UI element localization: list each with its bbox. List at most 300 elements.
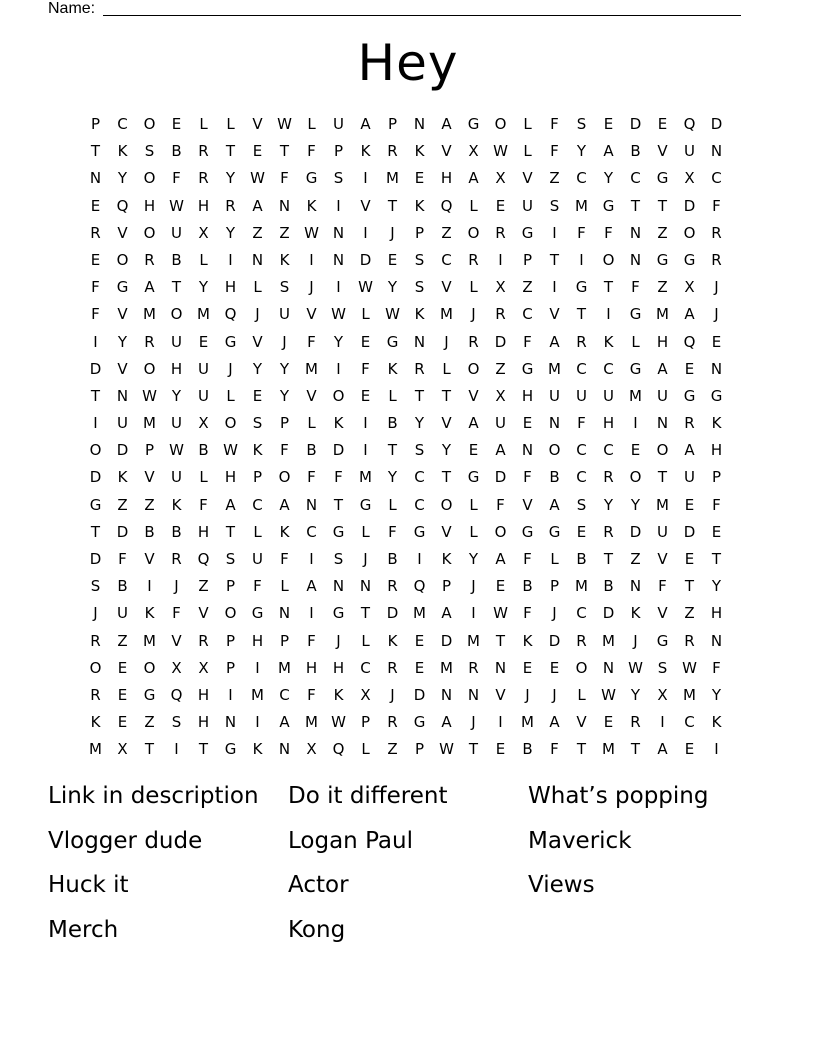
name-underline[interactable] (103, 15, 741, 16)
grid-letter: R (198, 142, 209, 161)
grid-letter: M (629, 386, 642, 405)
grid-letter: R (603, 522, 614, 541)
grid-letter: U (279, 305, 290, 324)
grid-letter: O (575, 658, 588, 677)
grid-letter: L (307, 414, 316, 433)
grid-letter: V (117, 359, 128, 378)
grid-letter: V (522, 495, 533, 514)
grid-letter: E (657, 115, 668, 133)
grid-letter: I (498, 250, 503, 269)
grid-letter: Z (441, 223, 452, 242)
grid-letter: E (360, 386, 371, 405)
grid-letter: J (336, 631, 341, 650)
grid-letter: G (521, 522, 534, 541)
grid-letter: Z (630, 550, 641, 568)
grid-letter: I (552, 278, 557, 297)
grid-letter: C (603, 441, 614, 460)
grid-letter: R (495, 305, 506, 324)
grid-letter: P (225, 631, 236, 650)
grid-letter: K (117, 468, 128, 487)
grid-letter: J (309, 278, 314, 297)
grid-letter: I (660, 713, 665, 732)
grid-letter: J (552, 685, 557, 704)
grid-letter: K (252, 441, 263, 460)
grid-letter: F (523, 604, 532, 623)
grid-letter: C (576, 169, 587, 188)
grid-letter: M (440, 305, 453, 324)
grid-letter: L (523, 142, 532, 161)
grid-letter: A (279, 713, 290, 732)
grid-letter: I (363, 441, 368, 460)
grid-letter: O (143, 223, 156, 242)
grid-letter: F (307, 685, 316, 704)
grid-letter: H (602, 414, 615, 433)
grid-letter: Z (144, 713, 155, 732)
grid-letter: L (523, 115, 532, 133)
grid-letter: A (252, 196, 263, 215)
grid-letter: A (306, 577, 317, 596)
grid-letter: F (307, 468, 316, 487)
grid-letter: Y (387, 468, 398, 487)
grid-letter: T (657, 468, 668, 487)
word-list-item: Maverick (528, 827, 632, 854)
grid-letter: P (225, 658, 236, 677)
grid-letter: W (601, 685, 616, 704)
grid-letter: Q (170, 685, 183, 704)
grid-letter: Y (252, 359, 263, 378)
grid-letter: E (603, 115, 614, 133)
name-label: Name: (48, 0, 96, 17)
grid-letter: F (118, 550, 127, 568)
grid-letter: J (363, 550, 368, 568)
word-list-item: Link in description (48, 783, 259, 809)
grid-letter: L (280, 577, 289, 596)
grid-letter: F (712, 495, 721, 514)
grid-letter: B (171, 250, 182, 269)
grid-letter: O (494, 115, 507, 133)
grid-letter: B (171, 142, 182, 161)
word-list-item: Logan Paul (288, 827, 413, 854)
grid-letter: U (522, 196, 533, 215)
grid-letter: X (468, 142, 479, 161)
grid-letter: F (712, 196, 721, 215)
word-list-item: Views (528, 872, 595, 898)
grid-letter: D (629, 522, 642, 541)
grid-letter: K (117, 142, 128, 161)
grid-letter: J (525, 685, 530, 704)
grid-letter: G (89, 495, 102, 514)
grid-letter: O (602, 250, 615, 269)
grid-letter: B (171, 522, 182, 541)
grid-letter: Z (117, 631, 128, 650)
grid-letter: H (710, 441, 723, 460)
grid-letter: J (390, 223, 395, 242)
grid-letter: B (306, 441, 317, 460)
grid-letter: Z (684, 604, 695, 623)
grid-letter: G (305, 169, 318, 188)
grid-letter: Y (333, 332, 344, 351)
grid-letter: W (385, 305, 400, 324)
grid-letter: U (684, 468, 695, 487)
grid-letter: S (144, 142, 155, 161)
grid-letter: R (90, 223, 101, 242)
grid-letter: E (711, 522, 722, 541)
grid-letter: V (306, 386, 317, 405)
grid-letter: T (387, 196, 398, 215)
grid-letter: K (360, 142, 371, 161)
grid-letter: J (174, 577, 179, 596)
grid-letter: G (224, 740, 237, 759)
grid-letter: K (441, 550, 452, 568)
grid-letter: H (521, 386, 534, 405)
grid-letter: G (143, 685, 156, 704)
grid-letter: V (441, 142, 452, 161)
grid-letter: Y (603, 169, 614, 188)
grid-letter: D (683, 522, 696, 541)
grid-letter: F (550, 115, 559, 133)
grid-letter: N (278, 196, 291, 215)
grid-letter: I (255, 713, 260, 732)
grid-letter: T (549, 250, 560, 269)
grid-letter: Z (549, 169, 560, 188)
grid-letter: G (413, 713, 426, 732)
grid-letter: H (251, 631, 264, 650)
grid-letter: M (656, 305, 669, 324)
grid-letter: E (495, 196, 506, 215)
grid-letter: G (683, 386, 696, 405)
grid-letter: L (442, 359, 451, 378)
grid-letter: T (414, 386, 425, 405)
grid-letter: F (280, 550, 289, 568)
grid-letter: N (359, 577, 372, 596)
grid-letter: H (197, 522, 210, 541)
grid-letter: J (471, 305, 476, 324)
grid-letter: K (144, 604, 155, 623)
grid-letter: W (331, 305, 346, 324)
grid-letter: M (602, 740, 615, 759)
grid-letter: E (684, 550, 695, 568)
grid-letter: R (576, 631, 587, 650)
grid-letter: G (332, 604, 345, 623)
grid-letter: K (387, 631, 398, 650)
grid-letter: R (711, 250, 722, 269)
grid-letter: O (224, 604, 237, 623)
grid-letter: W (628, 658, 643, 677)
grid-letter: L (361, 631, 370, 650)
grid-letter: Z (198, 577, 209, 596)
grid-letter: Y (711, 685, 722, 704)
grid-letter: K (711, 414, 722, 433)
grid-letter: E (684, 740, 695, 759)
grid-letter: L (226, 386, 235, 405)
grid-letter: J (633, 631, 638, 650)
grid-letter: U (657, 522, 668, 541)
grid-letter: L (469, 522, 478, 541)
grid-letter: A (495, 441, 506, 460)
grid-letter: F (307, 332, 316, 351)
grid-letter: H (143, 196, 156, 215)
grid-letter: V (468, 386, 479, 405)
grid-letter: J (471, 577, 476, 596)
grid-letter: V (198, 604, 209, 623)
grid-letter: C (576, 604, 587, 623)
grid-letter: H (656, 332, 669, 351)
grid-letter: Q (683, 332, 696, 351)
grid-letter: R (90, 631, 101, 650)
grid-letter: T (198, 740, 209, 759)
grid-letter: T (657, 196, 668, 215)
grid-letter: D (359, 250, 372, 269)
grid-letter: F (523, 550, 532, 568)
grid-letter: G (683, 250, 696, 269)
grid-letter: W (169, 196, 184, 215)
word-list-item: What’s popping (528, 783, 709, 809)
grid-letter: Y (414, 414, 425, 433)
grid-letter: F (172, 604, 181, 623)
grid-letter: E (603, 713, 614, 732)
grid-letter: O (143, 115, 156, 133)
grid-letter: F (712, 658, 721, 677)
grid-letter: R (495, 223, 506, 242)
grid-letter: O (143, 169, 156, 188)
grid-letter: C (414, 468, 425, 487)
grid-letter: F (523, 332, 532, 351)
grid-letter: T (441, 386, 452, 405)
grid-letter: F (496, 495, 505, 514)
grid-letter: O (440, 495, 453, 514)
grid-letter: E (171, 115, 182, 133)
grid-letter: L (577, 685, 586, 704)
grid-letter: T (279, 142, 290, 161)
grid-letter: R (90, 685, 101, 704)
grid-letter: V (657, 604, 668, 623)
grid-letter: E (711, 332, 722, 351)
grid-letter: D (332, 441, 345, 460)
grid-letter: B (522, 740, 533, 759)
grid-letter: U (171, 414, 182, 433)
word-list-item: Huck it (48, 872, 129, 898)
grid-letter: E (576, 522, 587, 541)
grid-letter: W (493, 604, 508, 623)
grid-letter: X (684, 278, 695, 297)
grid-letter: T (387, 441, 398, 460)
grid-letter: Y (171, 386, 182, 405)
grid-letter: P (144, 441, 155, 460)
grid-letter: Z (252, 223, 263, 242)
grid-letter: W (331, 713, 346, 732)
grid-letter: X (495, 278, 506, 297)
grid-letter: J (552, 604, 557, 623)
grid-letter: E (252, 142, 263, 161)
grid-letter: P (225, 577, 236, 596)
grid-letter: A (144, 278, 155, 297)
grid-letter: V (117, 305, 128, 324)
grid-letter: B (387, 414, 398, 433)
grid-letter: I (336, 359, 341, 378)
grid-letter: U (576, 386, 587, 405)
grid-letter: A (657, 359, 668, 378)
grid-letter: O (116, 250, 129, 269)
grid-letter: T (225, 522, 236, 541)
grid-letter: N (413, 115, 426, 133)
grid-letter: S (225, 550, 236, 568)
grid-letter: S (171, 713, 182, 732)
grid-letter: C (441, 250, 452, 269)
grid-letter: F (604, 223, 613, 242)
grid-letter: E (522, 414, 533, 433)
grid-letter: G (467, 468, 480, 487)
grid-letter: R (414, 359, 425, 378)
word-list-item: Merch (48, 916, 119, 943)
grid-letter: E (90, 196, 101, 215)
grid-letter: E (468, 441, 479, 460)
grid-letter: Q (116, 196, 129, 215)
grid-letter: T (711, 550, 722, 568)
grid-letter: S (252, 414, 263, 433)
grid-letter: O (143, 658, 156, 677)
grid-letter: Y (117, 332, 128, 351)
grid-letter: Q (224, 305, 237, 324)
grid-letter: W (277, 115, 292, 133)
grid-letter: Z (657, 278, 668, 297)
word-list-item: Do it different (288, 783, 448, 809)
grid-letter: O (683, 223, 696, 242)
grid-letter: W (682, 658, 697, 677)
grid-letter: C (630, 169, 641, 188)
grid-letter: U (549, 386, 560, 405)
grid-letter: N (656, 414, 669, 433)
grid-letter: A (441, 115, 452, 133)
grid-letter: U (117, 604, 128, 623)
grid-letter: K (603, 332, 614, 351)
grid-letter: I (633, 414, 638, 433)
grid-letter: K (333, 685, 344, 704)
grid-letter: G (521, 359, 534, 378)
grid-letter: M (683, 685, 696, 704)
grid-letter: D (89, 550, 102, 568)
grid-letter: R (711, 223, 722, 242)
grid-letter: F (361, 359, 370, 378)
grid-letter: F (91, 305, 100, 324)
grid-letter: T (225, 142, 236, 161)
grid-letter: P (279, 414, 290, 433)
grid-letter: N (224, 713, 237, 732)
grid-letter: B (549, 468, 560, 487)
grid-letter: C (414, 495, 425, 514)
grid-letter: G (602, 196, 615, 215)
word-list-item: Kong (288, 916, 346, 943)
grid-letter: R (198, 169, 209, 188)
grid-letter: I (363, 223, 368, 242)
grid-letter: M (602, 631, 615, 650)
grid-letter: G (332, 522, 345, 541)
grid-letter: N (332, 250, 345, 269)
grid-letter: O (143, 359, 156, 378)
grid-letter: E (252, 386, 263, 405)
grid-letter: F (253, 577, 262, 596)
grid-letter: W (169, 441, 184, 460)
grid-letter: C (603, 359, 614, 378)
grid-letter: R (387, 658, 398, 677)
grid-letter: I (174, 740, 179, 759)
grid-letter: W (142, 386, 157, 405)
grid-letter: W (439, 740, 454, 759)
grid-letter: I (714, 740, 719, 759)
grid-letter: R (468, 658, 479, 677)
grid-letter: P (711, 468, 722, 487)
grid-letter: N (710, 142, 723, 161)
grid-letter: V (252, 115, 263, 133)
grid-letter: Y (225, 223, 236, 242)
grid-letter: C (576, 441, 587, 460)
grid-letter: K (630, 604, 641, 623)
grid-letter: K (171, 495, 182, 514)
grid-letter: M (575, 196, 588, 215)
grid-letter: A (495, 550, 506, 568)
grid-letter: A (225, 495, 236, 514)
grid-letter: I (309, 250, 314, 269)
grid-letter: X (198, 658, 209, 677)
grid-letter: R (387, 577, 398, 596)
grid-letter: N (305, 495, 318, 514)
grid-letter: D (440, 631, 453, 650)
grid-letter: N (332, 577, 345, 596)
grid-letter: I (147, 577, 152, 596)
grid-letter: K (279, 522, 290, 541)
grid-letter: I (309, 604, 314, 623)
grid-letter: W (250, 169, 265, 188)
grid-letter: D (494, 468, 507, 487)
grid-letter: O (467, 223, 480, 242)
grid-letter: V (441, 278, 452, 297)
grid-letter: N (251, 250, 264, 269)
grid-letter: P (90, 115, 101, 133)
grid-letter: Z (657, 223, 668, 242)
grid-letter: S (414, 278, 425, 297)
grid-letter: R (144, 250, 155, 269)
grid-letter: A (360, 115, 371, 133)
grid-letter: T (90, 522, 101, 541)
grid-letter: M (143, 414, 156, 433)
grid-letter: P (387, 115, 398, 133)
grid-letter: I (363, 414, 368, 433)
grid-letter: R (387, 713, 398, 732)
grid-letter: D (116, 441, 129, 460)
grid-letter: I (363, 169, 368, 188)
grid-letter: A (441, 604, 452, 623)
grid-letter: A (684, 441, 695, 460)
grid-letter: Y (225, 169, 236, 188)
grid-letter: I (228, 250, 233, 269)
grid-letter: O (656, 441, 669, 460)
grid-letter: A (279, 495, 290, 514)
grid-letter: Z (495, 359, 506, 378)
grid-letter: A (549, 332, 560, 351)
grid-letter: D (89, 359, 102, 378)
grid-letter: I (336, 278, 341, 297)
grid-letter: D (710, 115, 723, 133)
grid-letter: S (414, 441, 425, 460)
grid-letter: U (198, 359, 209, 378)
grid-letter: L (388, 386, 397, 405)
grid-letter: Y (117, 169, 128, 188)
grid-letter: K (306, 196, 317, 215)
grid-letter: L (226, 115, 235, 133)
grid-letter: F (172, 169, 181, 188)
grid-letter: B (117, 577, 128, 596)
grid-letter: Y (198, 278, 209, 297)
grid-letter: X (198, 414, 209, 433)
